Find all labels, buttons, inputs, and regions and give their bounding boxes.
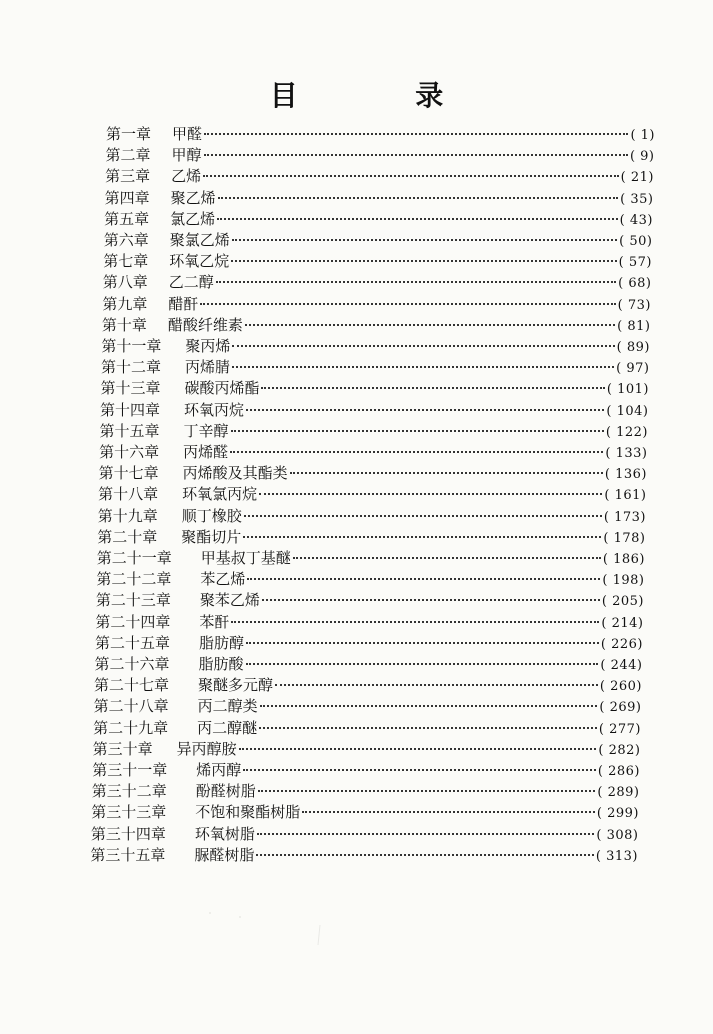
- chapter-title: 乙烯: [171, 167, 202, 186]
- page-number: ( 214): [601, 615, 644, 631]
- toc-entry: [99, 463, 647, 484]
- toc-entry: [91, 802, 639, 823]
- chapter-number: 第十二章: [100, 358, 161, 377]
- page-number: ( 269): [599, 700, 642, 716]
- chapter-title: 醋酐: [168, 294, 199, 313]
- chapter-number: 第十三章: [100, 379, 161, 398]
- dot-leader: [230, 451, 603, 453]
- scan-smudge: [200, 905, 340, 955]
- toc-entry: [104, 230, 653, 251]
- toc-entry: [103, 272, 652, 293]
- toc-entry: [106, 124, 655, 145]
- chapter-title: 脂肪酸: [198, 655, 244, 673]
- chapter-title: 甲基叔丁基醚: [200, 549, 291, 567]
- dot-leader: [256, 854, 594, 856]
- chapter-number: 第九章: [102, 294, 148, 313]
- chapter-title: 环氧树脂: [194, 824, 255, 843]
- dot-leader: [247, 578, 600, 580]
- chapter-number: 第二十章: [97, 527, 158, 546]
- chapter-number: 第十章: [101, 315, 147, 334]
- page-number: ( 198): [602, 573, 645, 589]
- chapter-number: 第七章: [103, 252, 149, 271]
- page-number: ( 308): [596, 827, 639, 843]
- dot-leader: [204, 154, 628, 156]
- dot-leader: [232, 239, 617, 241]
- chapter-number: 第十八章: [98, 485, 159, 504]
- chapter-number: 第三章: [105, 167, 151, 186]
- page-number: ( 122): [605, 424, 648, 440]
- chapter-number: 第四章: [104, 188, 150, 207]
- page-number: ( 73): [617, 297, 651, 313]
- page-number: ( 161): [604, 488, 647, 504]
- toc-entry: [95, 612, 643, 633]
- toc-entry: [103, 251, 652, 272]
- toc-entry: [100, 400, 648, 421]
- chapter-number: 第二十七章: [94, 676, 170, 695]
- chapter-title: 烯丙醇: [196, 761, 242, 779]
- chapter-number: 第十九章: [97, 506, 158, 525]
- chapter-title: 环氧氯丙烷: [182, 485, 258, 504]
- toc-entry: [97, 548, 645, 569]
- toc-entry: [99, 442, 647, 463]
- page-number: ( 89): [616, 340, 650, 355]
- dot-leader: [246, 642, 599, 644]
- toc-entry: [92, 760, 640, 781]
- chapter-title: 聚丙烯: [185, 337, 231, 355]
- chapter-title: 丙烯醛: [183, 443, 229, 461]
- toc-entry: [91, 824, 639, 845]
- toc-entry: [96, 590, 644, 611]
- chapter-title: 丙二醇醚: [197, 718, 258, 737]
- chapter-number: 第二十八章: [93, 697, 169, 716]
- page-number: ( 173): [603, 509, 646, 525]
- dot-leader: [262, 599, 600, 601]
- chapter-number: 第二十五章: [94, 633, 170, 652]
- chapter-title: 聚醚多元醇: [198, 676, 274, 695]
- chapter-number: 第二十一章: [96, 549, 172, 567]
- chapter-title: 聚乙烯: [170, 188, 216, 207]
- chapter-title: 碳酸丙烯酯: [184, 379, 260, 398]
- chapter-number: 第十一章: [101, 337, 162, 355]
- chapter-title: 聚酯切片: [181, 527, 242, 546]
- chapter-title: 苯酐: [199, 612, 230, 631]
- chapter-title: 醋酸纤维素: [167, 315, 243, 334]
- chapter-number: 第二十二章: [96, 570, 172, 589]
- dot-leader: [259, 727, 597, 729]
- chapter-number: 第十四章: [100, 400, 161, 419]
- toc-entry: [93, 718, 641, 739]
- chapter-title: 环氧乙烷: [169, 252, 230, 271]
- chapter-title: 脂肪醇: [198, 633, 244, 652]
- toc-entry: [102, 294, 651, 315]
- dot-leader: [246, 663, 599, 665]
- dot-leader: [200, 303, 615, 305]
- page-number: ( 81): [617, 318, 651, 334]
- chapter-number: 第五章: [104, 209, 150, 228]
- dot-leader: [231, 621, 599, 623]
- toc-entry: [100, 421, 648, 442]
- dot-leader: [259, 493, 602, 495]
- chapter-title: 氯乙烯: [170, 209, 216, 228]
- toc-entry: [95, 654, 643, 675]
- chapter-title: 不饱和聚酯树脂: [195, 803, 301, 822]
- page-number: ( 21): [620, 170, 654, 186]
- dot-leader: [231, 430, 604, 432]
- chapter-number: 第二十六章: [94, 655, 170, 673]
- toc-entry: [106, 145, 655, 166]
- chapter-number: 第十五章: [99, 421, 160, 440]
- toc-entry: [93, 739, 641, 760]
- page-number: ( 289): [597, 785, 640, 801]
- dot-leader: [231, 260, 616, 262]
- chapter-title: 丁辛醇: [183, 421, 229, 440]
- toc-entry: [101, 357, 650, 378]
- page-number: ( 104): [606, 403, 649, 419]
- chapter-number: 第三十章: [92, 739, 153, 758]
- chapter-title: 甲醇: [171, 146, 202, 165]
- chapter-number: 第三十二章: [91, 782, 167, 801]
- dot-leader: [232, 366, 614, 368]
- page-number: ( 35): [620, 191, 654, 207]
- chapter-number: 第三十五章: [90, 845, 166, 864]
- chapter-title: 聚氯乙烯: [169, 231, 230, 249]
- dot-leader: [216, 281, 616, 283]
- chapter-title: 顺丁橡胶: [181, 506, 242, 525]
- dot-leader: [244, 515, 602, 517]
- page-number: ( 205): [601, 594, 644, 610]
- dot-leader: [243, 536, 601, 538]
- chapter-title: 甲醛: [172, 125, 203, 143]
- page-number: ( 186): [602, 552, 645, 567]
- page-number: ( 136): [604, 467, 647, 483]
- dot-leader: [243, 769, 596, 771]
- chapter-number: 第三十三章: [91, 803, 167, 822]
- toc-entry: [100, 378, 649, 399]
- dot-leader: [232, 345, 614, 347]
- chapter-number: 第十七章: [98, 464, 159, 483]
- toc-entry: [104, 209, 653, 230]
- dot-leader: [246, 409, 604, 411]
- dot-leader: [257, 833, 595, 835]
- toc-entry: [96, 569, 644, 590]
- chapter-number: 第六章: [103, 231, 149, 249]
- chapter-number: 第二十九章: [93, 718, 169, 737]
- dot-leader: [258, 790, 596, 792]
- toc-entry: [95, 633, 643, 654]
- page-number: ( 286): [597, 764, 640, 779]
- chapter-number: 第二十四章: [95, 612, 171, 631]
- page-number: ( 50): [619, 234, 653, 249]
- toc-entry: [105, 166, 654, 187]
- toc-entry: [94, 696, 642, 717]
- chapter-number: 第三十一章: [92, 761, 168, 779]
- page-number: ( 43): [619, 212, 653, 228]
- toc-entry: [92, 781, 640, 802]
- chapter-title: 苯乙烯: [200, 570, 246, 589]
- dot-leader: [275, 684, 598, 686]
- page-number: ( 57): [618, 255, 652, 271]
- dot-leader: [204, 133, 628, 135]
- toc-entry: [101, 336, 650, 357]
- dot-leader: [290, 472, 603, 474]
- page-number: ( 277): [598, 721, 641, 737]
- page-number: ( 260): [599, 679, 642, 695]
- chapter-title: 异丙醇胺: [176, 739, 237, 758]
- dot-leader: [302, 811, 595, 813]
- page-number: ( 9): [629, 149, 655, 165]
- chapter-title: 丙二醇类: [197, 697, 258, 716]
- page-number: ( 282): [598, 742, 641, 758]
- dot-leader: [239, 748, 597, 750]
- page-number: ( 133): [605, 446, 648, 461]
- dot-leader: [261, 387, 604, 389]
- chapter-title: 丙烯腈: [184, 358, 230, 377]
- page-number: ( 97): [616, 361, 650, 377]
- page-number: ( 178): [603, 530, 646, 546]
- chapter-number: 第二十三章: [95, 591, 171, 610]
- chapter-title: 乙二醇: [168, 273, 214, 292]
- chapter-number: 第十六章: [99, 443, 160, 461]
- chapter-number: 第八章: [102, 273, 148, 292]
- chapter-number: 第三十四章: [90, 824, 166, 843]
- dot-leader: [245, 324, 615, 326]
- page-number: ( 299): [596, 806, 639, 822]
- dot-leader: [218, 197, 619, 199]
- dot-leader: [260, 705, 598, 707]
- chapter-title: 聚苯乙烯: [199, 591, 260, 610]
- chapter-number: 第一章: [106, 125, 152, 143]
- page-number: ( 244): [600, 658, 643, 673]
- dot-leader: [217, 218, 617, 220]
- page-number: ( 226): [600, 636, 643, 652]
- toc-entry: [97, 527, 645, 548]
- page-number: ( 68): [618, 276, 652, 292]
- toc-entry: [98, 506, 646, 527]
- dot-leader: [293, 557, 601, 559]
- page-number: ( 1): [630, 128, 655, 143]
- page-title: 目 录: [269, 79, 489, 112]
- chapter-number: 第二章: [105, 146, 151, 165]
- toc-entry: [98, 484, 646, 505]
- toc-entry: [94, 675, 642, 696]
- page-number: ( 101): [606, 382, 649, 398]
- page-number: ( 313): [595, 848, 638, 864]
- dot-leader: [203, 175, 619, 177]
- chapter-title: 脲醛树脂: [194, 845, 255, 864]
- toc-entry: [105, 188, 654, 209]
- chapter-title: 丙烯酸及其酯类: [182, 464, 288, 483]
- toc-entry: [90, 845, 638, 866]
- chapter-title: 酚醛树脂: [195, 782, 256, 801]
- toc-entry: [102, 315, 651, 336]
- chapter-title: 环氧丙烷: [184, 400, 245, 419]
